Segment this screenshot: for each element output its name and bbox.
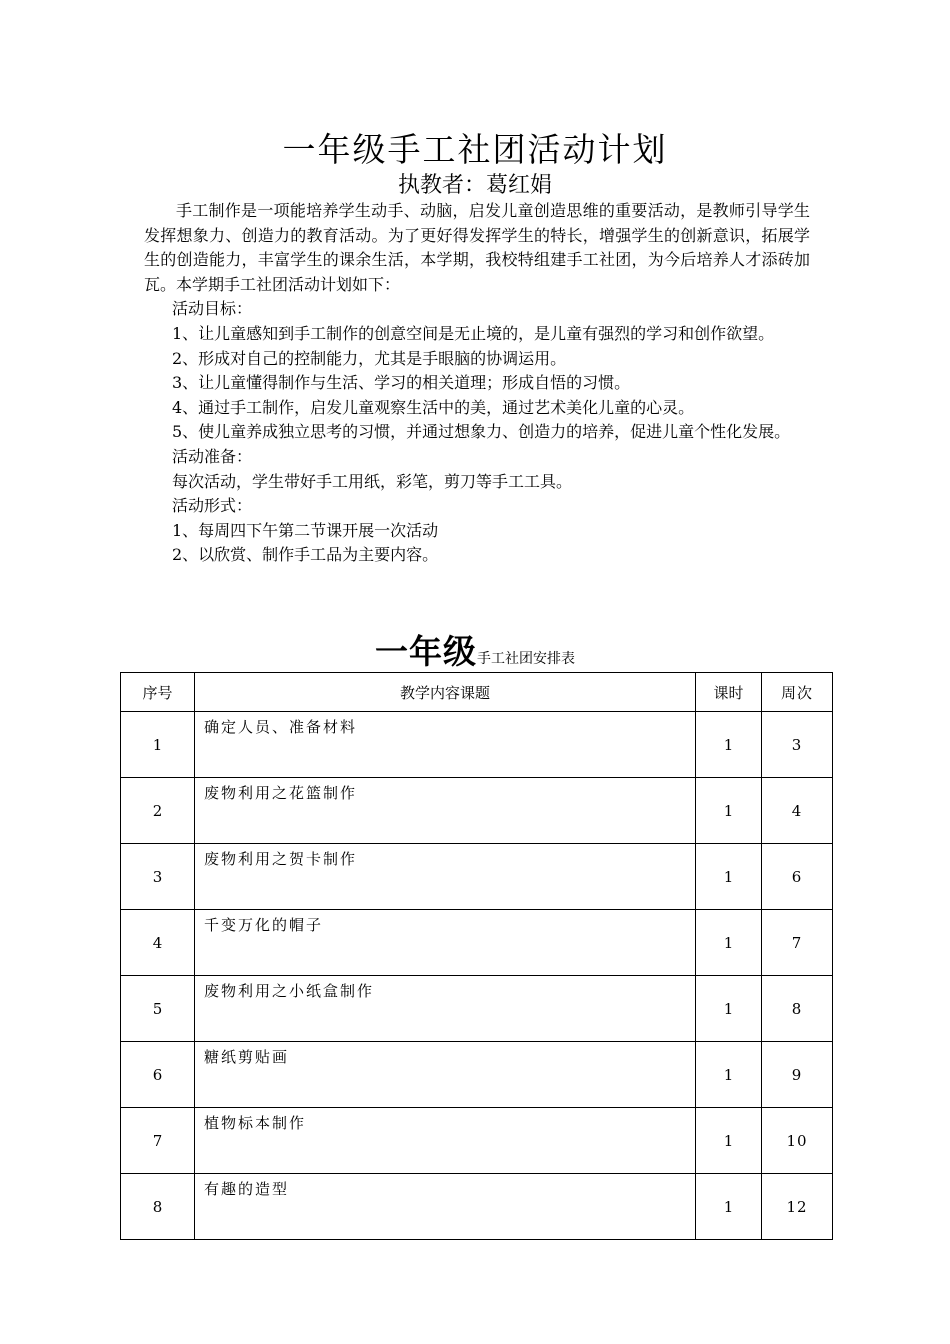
table-heading <box>0 626 950 673</box>
form-item: 2、以欣赏、制作手工品为主要内容。 <box>172 545 439 565</box>
cell-topic: 废物利用之花篮制作 <box>195 778 696 844</box>
preparation-heading: 活动准备： <box>172 446 253 466</box>
cell-number: 5 <box>121 976 195 1042</box>
table-row <box>121 1174 833 1240</box>
cell-number: 6 <box>121 1042 195 1108</box>
goal-item: 3、让儿童懂得制作与生活、学习的相关道理；形成自悟的习惯。 <box>172 373 631 393</box>
page-title: 一年级手工社团活动计划 <box>282 130 668 169</box>
preparation-text: 每次活动，学生带好手工用纸，彩笔，剪刀等手工工具。 <box>172 471 573 491</box>
cell-hours: 1 <box>696 1042 762 1108</box>
cell-number: 2 <box>121 778 195 844</box>
cell-week: 9 <box>762 1042 833 1108</box>
goal-item: 5、使儿童养成独立思考的习惯，并通过想象力、创造力的培养，促进儿童个性化发展。 <box>172 422 791 442</box>
goal-item: 4、通过手工制作，启发儿童观察生活中的美，通过艺术美化儿童的心灵。 <box>172 397 695 417</box>
cell-hours: 1 <box>696 1174 762 1240</box>
table-heading-grade: 一年级 <box>375 632 477 671</box>
goal-item: 1、让儿童感知到手工制作的创意空间是无止境的，是儿童有强烈的学习和创作欲望。 <box>172 323 775 343</box>
cell-week: 7 <box>762 910 833 976</box>
table-row <box>121 1042 833 1108</box>
table-row <box>121 1108 833 1174</box>
table-row <box>121 976 833 1042</box>
cell-hours: 1 <box>696 778 762 844</box>
cell-week: 4 <box>762 778 833 844</box>
goals-heading: 活动目标： <box>172 299 253 319</box>
cell-number: 8 <box>121 1174 195 1240</box>
document-body <box>144 199 810 568</box>
header-week: 周次 <box>762 673 833 712</box>
cell-week: 10 <box>762 1108 833 1174</box>
cell-topic: 有趣的造型 <box>195 1174 696 1240</box>
cell-hours: 1 <box>696 712 762 778</box>
cell-topic: 废物利用之小纸盒制作 <box>195 976 696 1042</box>
schedule-table <box>120 672 833 1240</box>
cell-week: 8 <box>762 976 833 1042</box>
table-row <box>121 778 833 844</box>
form-heading: 活动形式： <box>172 496 253 516</box>
table-row <box>121 844 833 910</box>
cell-number: 3 <box>121 844 195 910</box>
cell-topic: 千变万化的帽子 <box>195 910 696 976</box>
form-item: 1、每周四下午第二节课开展一次活动 <box>172 520 439 540</box>
cell-number: 1 <box>121 712 195 778</box>
table-row <box>121 910 833 976</box>
cell-number: 7 <box>121 1108 195 1174</box>
intro-paragraph: 手工制作是一项能培养学生动手、动脑，启发儿童创造思维的重要活动，是教师引导学生发挥想象力、创造力的教育活动。为了更好得发挥学生的特长，增强学生的创新意识，拓展学生的创造能力，丰富学生的课余生活，本学期，我校特组建手工社团，为今后培养人才添砖加瓦。本学期手工社团活动计划如下： <box>144 201 810 294</box>
table-row <box>121 712 833 778</box>
cell-hours: 1 <box>696 910 762 976</box>
author-line: 执教者：葛红娟 <box>397 173 552 198</box>
table-heading-label: 手工社团安排表 <box>477 651 575 667</box>
cell-topic: 确定人员、准备材料 <box>195 712 696 778</box>
header-topic: 教学内容课题 <box>195 673 696 712</box>
cell-topic: 废物利用之贺卡制作 <box>195 844 696 910</box>
header-hours: 课时 <box>696 673 762 712</box>
cell-hours: 1 <box>696 1108 762 1174</box>
cell-week: 6 <box>762 844 833 910</box>
cell-topic: 糖纸剪贴画 <box>195 1042 696 1108</box>
cell-hours: 1 <box>696 844 762 910</box>
cell-number: 4 <box>121 910 195 976</box>
cell-hours: 1 <box>696 976 762 1042</box>
table-header-row <box>121 673 833 712</box>
cell-week: 12 <box>762 1174 833 1240</box>
header-number: 序号 <box>121 673 195 712</box>
cell-week: 3 <box>762 712 833 778</box>
goal-item: 2、形成对自己的控制能力，尤其是手眼脑的协调运用。 <box>172 348 567 368</box>
cell-topic: 植物标本制作 <box>195 1108 696 1174</box>
